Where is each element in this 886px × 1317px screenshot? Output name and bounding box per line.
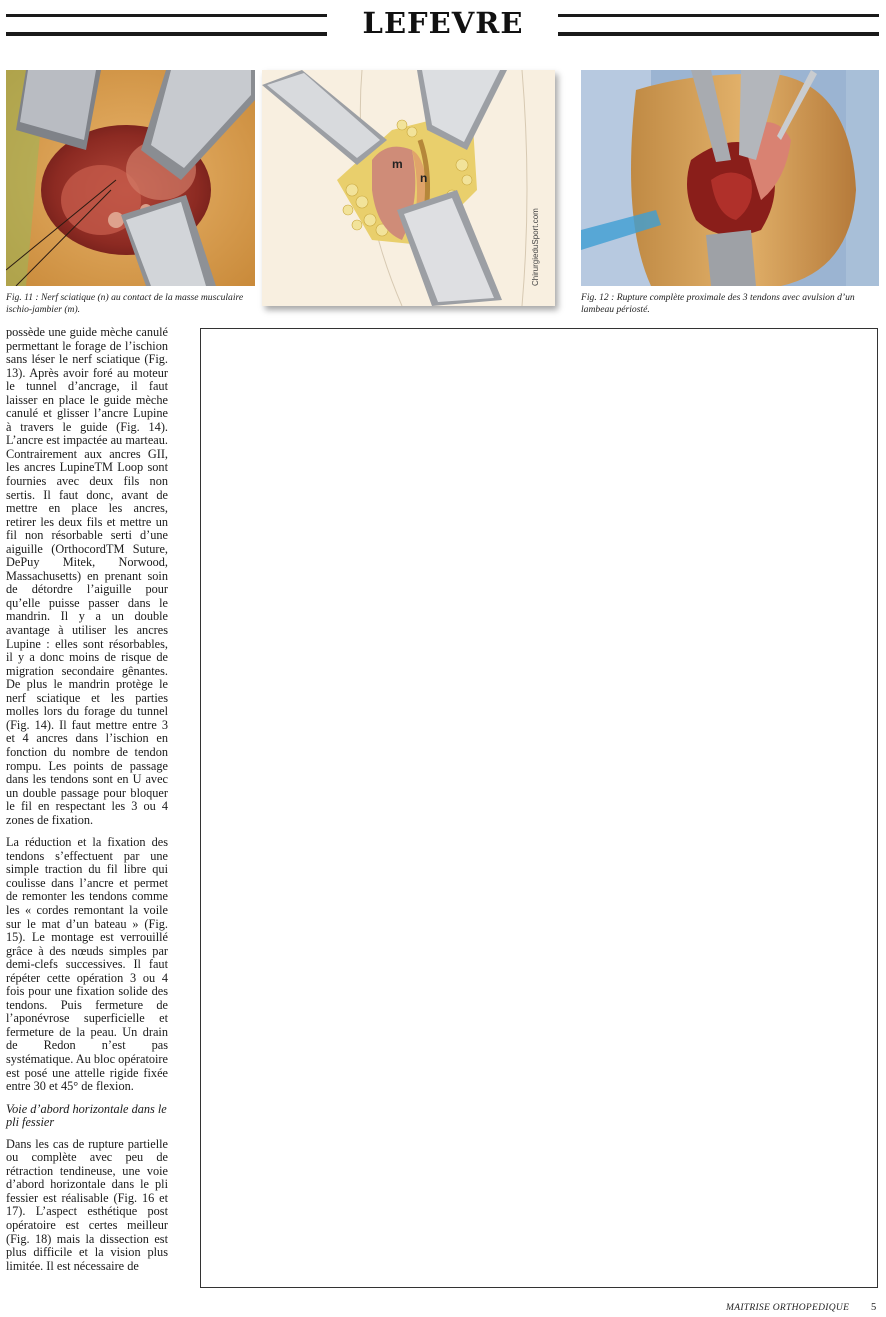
fig12-caption: Fig. 12 : Rupture complète proximale des 3 tendons avec avulsion d’un lambeau périosté. — [581, 292, 855, 315]
fig11-label-n: n — [420, 171, 428, 185]
header-author-title: LEFEVRE — [362, 6, 524, 40]
empty-figure-frame — [200, 328, 878, 1288]
fig11-surgical-photo — [6, 70, 255, 286]
fig12-surgical-photo — [581, 70, 879, 286]
body-paragraph-1: possède une guide mèche canulé permettant le forage de l’ischion sans léser le nerf sciatique (Fig. 13). Après avoir foré au moteur le tunnel d’ancrage, il faut laisser en place le guide mèche canulé et glisser l’ancre Lupine à travers le guide (Fig. 14). L’ancre est impactée au marteau. Contrairement aux ancres GII, les ancres LupineTM Loop sont fournies avec deux fils non sertis. Il faut donc, avant de mettre en place les ancres, retirer les deux fils et mettre un fil non résorbable serti d’une aiguille (OrthocordTM Suture, DePuy Mitek, Norwood, Massachusetts) en prenant soin de détordre l’aiguille pour qu’elle puisse passer dans le mandrin. Il y a un double avantage à utiliser les ancres Lupine : elles sont résorbables, il y a donc moins de risque de migration secondaire gênantes. De plus le mandrin protège le nerf sciatique et les parties molles lors du forage du tunnel (Fig. 14). Il faut mettre entre 3 et 4 ancres dans l’ischion en fonction du nombre de tendon rompu. Les points de passage dans les tendons sont en U avec un double passage pour bloquer le fil en respectant les 3 ou 4 zones de fixation. — [6, 325, 168, 827]
header-rule-right-top — [558, 14, 879, 17]
fig11-label-m: m — [392, 157, 403, 171]
fig11-anatomy-drawing — [262, 70, 555, 306]
header-rule-right-bottom — [558, 32, 879, 36]
body-paragraph-3: Dans les cas de rupture partielle ou complète avec peu de rétraction tendineuse, une voie d’abord horizontale dans le pli fessier est réalisable (Fig. 16 et 17). L’aspect esthétique post opératoire est certes meilleur (Fig. 18) mais la dissection est plus difficile et la vision plus limitée. Il est nécessaire de — [6, 1136, 168, 1273]
footer-page-number: 5 — [871, 1302, 877, 1313]
header-rule-left-top — [6, 14, 327, 17]
footer-journal-name: MAITRISE ORTHOPEDIQUE — [726, 1303, 850, 1313]
header-rule-left-bottom — [6, 32, 327, 36]
body-paragraph-2: La réduction et la fixation des tendons s’effectuent par une simple traction du fil libre qui coulisse dans l’ancre et permet de remonter les tendons comme les « cordes remontant la voile sur le mat d’un bateau » (Fig. 15). Le montage est verrouillé grâce à des nœuds simples par demi-clefs successives. Il faut répéter cette opération 3 ou 4 fois pour une fixation solide des tendons. Puis fermeture de l’aponévrose superficielle et fermeture de la peau. Un drain de Redon n’est pas systématique. Au bloc opératoire est posé une attelle rigide fixée entre 30 et 45° de flexion. — [6, 835, 168, 1094]
section-subheading: Voie d’abord horizontale dans le pli fessier — [6, 1101, 167, 1130]
body-text-column — [6, 326, 168, 1282]
fig11-watermark: ChirurgieduSport.com — [531, 208, 540, 286]
fig11-caption: Fig. 11 : Nerf sciatique (n) au contact de la masse musculaire ischio-jambier (m). — [6, 292, 244, 315]
